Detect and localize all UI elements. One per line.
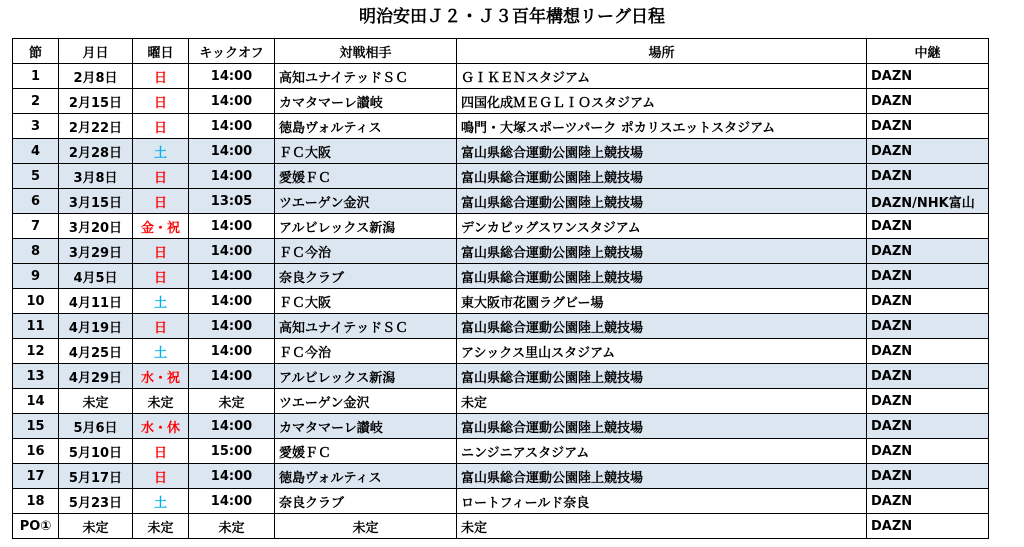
cell-opponent: 奈良クラブ [275, 264, 457, 289]
cell-weekday: 未定 [133, 389, 189, 414]
cell-venue: 富山県総合運動公園陸上競技場 [457, 364, 867, 389]
cell-venue: 富山県総合運動公園陸上競技場 [457, 464, 867, 489]
cell-venue: 富山県総合運動公園陸上競技場 [457, 164, 867, 189]
cell-venue: 富山県総合運動公園陸上競技場 [457, 239, 867, 264]
cell-date: 2月28日 [59, 139, 133, 164]
cell-broadcast: DAZN [867, 314, 989, 339]
cell-weekday: 未定 [133, 514, 189, 539]
cell-kickoff: 14:00 [189, 264, 275, 289]
cell-broadcast: DAZN [867, 414, 989, 439]
cell-weekday: 日 [133, 189, 189, 214]
cell-section: 3 [13, 114, 59, 139]
cell-section: 7 [13, 214, 59, 239]
cell-section: 2 [13, 89, 59, 114]
cell-broadcast: DAZN [867, 339, 989, 364]
cell-venue: 未定 [457, 514, 867, 539]
cell-kickoff: 14:00 [189, 314, 275, 339]
cell-broadcast: DAZN [867, 464, 989, 489]
cell-kickoff: 14:00 [189, 64, 275, 89]
table-row [13, 314, 989, 339]
cell-weekday: 金・祝 [133, 214, 189, 239]
cell-opponent: 高知ユナイテッドＳＣ [275, 64, 457, 89]
cell-date: 未定 [59, 389, 133, 414]
cell-kickoff: 14:00 [189, 214, 275, 239]
cell-date: 3月20日 [59, 214, 133, 239]
cell-opponent: ＦＣ大阪 [275, 139, 457, 164]
table-header-row [13, 39, 989, 64]
cell-broadcast: DAZN [867, 439, 989, 464]
cell-venue: デンカビッグスワンスタジアム [457, 214, 867, 239]
cell-section: 10 [13, 289, 59, 314]
schedule-table [12, 38, 989, 539]
cell-kickoff: 14:00 [189, 289, 275, 314]
cell-date: 2月15日 [59, 89, 133, 114]
table-row [13, 389, 989, 414]
table-row [13, 264, 989, 289]
table-row [13, 139, 989, 164]
cell-date: 3月8日 [59, 164, 133, 189]
cell-venue: 鳴門・大塚スポーツパーク ポカリスエットスタジアム [457, 114, 867, 139]
cell-weekday: 日 [133, 114, 189, 139]
cell-date: 2月22日 [59, 114, 133, 139]
cell-weekday: 土 [133, 139, 189, 164]
cell-broadcast: DAZN [867, 389, 989, 414]
cell-date: 5月17日 [59, 464, 133, 489]
cell-broadcast: DAZN [867, 239, 989, 264]
cell-weekday: 土 [133, 289, 189, 314]
cell-section: 11 [13, 314, 59, 339]
cell-section: 17 [13, 464, 59, 489]
cell-section: PO① [13, 514, 59, 539]
cell-venue: 富山県総合運動公園陸上競技場 [457, 189, 867, 214]
cell-kickoff: 14:00 [189, 114, 275, 139]
table-row [13, 89, 989, 114]
cell-venue: ＧＩＫＥＮスタジアム [457, 64, 867, 89]
cell-kickoff: 14:00 [189, 164, 275, 189]
cell-venue: 富山県総合運動公園陸上競技場 [457, 139, 867, 164]
cell-opponent: ＦＣ大阪 [275, 289, 457, 314]
header-broadcast: 中継 [867, 39, 989, 64]
cell-opponent: アルビレックス新潟 [275, 214, 457, 239]
cell-opponent: 徳島ヴォルティス [275, 464, 457, 489]
table-row [13, 189, 989, 214]
table-row [13, 64, 989, 89]
cell-venue: 富山県総合運動公園陸上競技場 [457, 314, 867, 339]
header-venue: 場所 [457, 39, 867, 64]
cell-date: 5月10日 [59, 439, 133, 464]
cell-kickoff: 14:00 [189, 89, 275, 114]
cell-section: 16 [13, 439, 59, 464]
table-row [13, 214, 989, 239]
table-row [13, 339, 989, 364]
table-row [13, 514, 989, 539]
cell-opponent: 徳島ヴォルティス [275, 114, 457, 139]
page-title: 明治安田Ｊ２・Ｊ３百年構想リーグ日程 [359, 7, 665, 27]
cell-kickoff: 未定 [189, 514, 275, 539]
cell-kickoff: 14:00 [189, 339, 275, 364]
cell-opponent: カマタマーレ讃岐 [275, 414, 457, 439]
cell-broadcast: DAZN [867, 139, 989, 164]
cell-broadcast: DAZN [867, 214, 989, 239]
cell-opponent: ツエーゲン金沢 [275, 389, 457, 414]
cell-date: 5月6日 [59, 414, 133, 439]
cell-kickoff: 14:00 [189, 464, 275, 489]
cell-broadcast: DAZN [867, 64, 989, 89]
cell-broadcast: DAZN [867, 114, 989, 139]
header-kickoff: キックオフ [189, 39, 275, 64]
cell-venue: 未定 [457, 389, 867, 414]
cell-broadcast: DAZN [867, 289, 989, 314]
cell-section: 1 [13, 64, 59, 89]
cell-weekday: 日 [133, 164, 189, 189]
cell-date: 未定 [59, 514, 133, 539]
cell-section: 15 [13, 414, 59, 439]
cell-kickoff: 15:00 [189, 439, 275, 464]
cell-venue: ニンジニアスタジアム [457, 439, 867, 464]
cell-date: 3月29日 [59, 239, 133, 264]
cell-venue: 四国化成ＭＥＧＬＩＯスタジアム [457, 89, 867, 114]
cell-broadcast: DAZN [867, 164, 989, 189]
cell-date: 4月5日 [59, 264, 133, 289]
cell-kickoff: 14:00 [189, 414, 275, 439]
cell-section: 13 [13, 364, 59, 389]
cell-weekday: 日 [133, 264, 189, 289]
table-row [13, 364, 989, 389]
cell-weekday: 土 [133, 339, 189, 364]
cell-date: 2月8日 [59, 64, 133, 89]
cell-opponent: ＦＣ今治 [275, 339, 457, 364]
table-row [13, 289, 989, 314]
header-section: 節 [13, 39, 59, 64]
cell-kickoff: 13:05 [189, 189, 275, 214]
cell-broadcast: DAZN [867, 514, 989, 539]
cell-opponent: カマタマーレ讃岐 [275, 89, 457, 114]
cell-weekday: 日 [133, 89, 189, 114]
cell-kickoff: 14:00 [189, 239, 275, 264]
cell-weekday: 水・祝 [133, 364, 189, 389]
cell-broadcast: DAZN [867, 489, 989, 514]
cell-venue: 富山県総合運動公園陸上競技場 [457, 264, 867, 289]
cell-opponent: 高知ユナイテッドＳＣ [275, 314, 457, 339]
cell-broadcast: DAZN/NHK富山 [867, 189, 989, 214]
cell-weekday: 日 [133, 314, 189, 339]
cell-section: 14 [13, 389, 59, 414]
cell-weekday: 日 [133, 439, 189, 464]
header-opponent: 対戦相手 [275, 39, 457, 64]
cell-section: 5 [13, 164, 59, 189]
cell-section: 8 [13, 239, 59, 264]
cell-weekday: 日 [133, 464, 189, 489]
cell-section: 9 [13, 264, 59, 289]
table-row [13, 239, 989, 264]
cell-opponent: アルビレックス新潟 [275, 364, 457, 389]
cell-date: 4月29日 [59, 364, 133, 389]
cell-section: 6 [13, 189, 59, 214]
cell-section: 18 [13, 489, 59, 514]
table-row [13, 489, 989, 514]
cell-venue: 東大阪市花園ラグビー場 [457, 289, 867, 314]
cell-broadcast: DAZN [867, 89, 989, 114]
table-row [13, 114, 989, 139]
cell-kickoff: 14:00 [189, 139, 275, 164]
cell-date: 4月25日 [59, 339, 133, 364]
cell-kickoff: 未定 [189, 389, 275, 414]
cell-kickoff: 14:00 [189, 364, 275, 389]
cell-section: 12 [13, 339, 59, 364]
table-row [13, 464, 989, 489]
cell-opponent: ツエーゲン金沢 [275, 189, 457, 214]
header-weekday: 曜日 [133, 39, 189, 64]
cell-opponent: ＦＣ今治 [275, 239, 457, 264]
cell-weekday: 水・休 [133, 414, 189, 439]
cell-opponent: 愛媛ＦＣ [275, 164, 457, 189]
cell-weekday: 日 [133, 239, 189, 264]
cell-opponent: 奈良クラブ [275, 489, 457, 514]
table-row [13, 439, 989, 464]
table-row [13, 414, 989, 439]
cell-opponent: 愛媛ＦＣ [275, 439, 457, 464]
cell-opponent: 未定 [275, 514, 457, 539]
cell-date: 4月11日 [59, 289, 133, 314]
cell-weekday: 日 [133, 64, 189, 89]
cell-broadcast: DAZN [867, 264, 989, 289]
header-date: 月日 [59, 39, 133, 64]
cell-venue: ロートフィールド奈良 [457, 489, 867, 514]
cell-date: 4月19日 [59, 314, 133, 339]
cell-venue: アシックス里山スタジアム [457, 339, 867, 364]
cell-venue: 富山県総合運動公園陸上競技場 [457, 414, 867, 439]
cell-section: 4 [13, 139, 59, 164]
cell-kickoff: 14:00 [189, 489, 275, 514]
cell-date: 3月15日 [59, 189, 133, 214]
cell-broadcast: DAZN [867, 364, 989, 389]
table-row [13, 164, 989, 189]
cell-date: 5月23日 [59, 489, 133, 514]
cell-weekday: 土 [133, 489, 189, 514]
